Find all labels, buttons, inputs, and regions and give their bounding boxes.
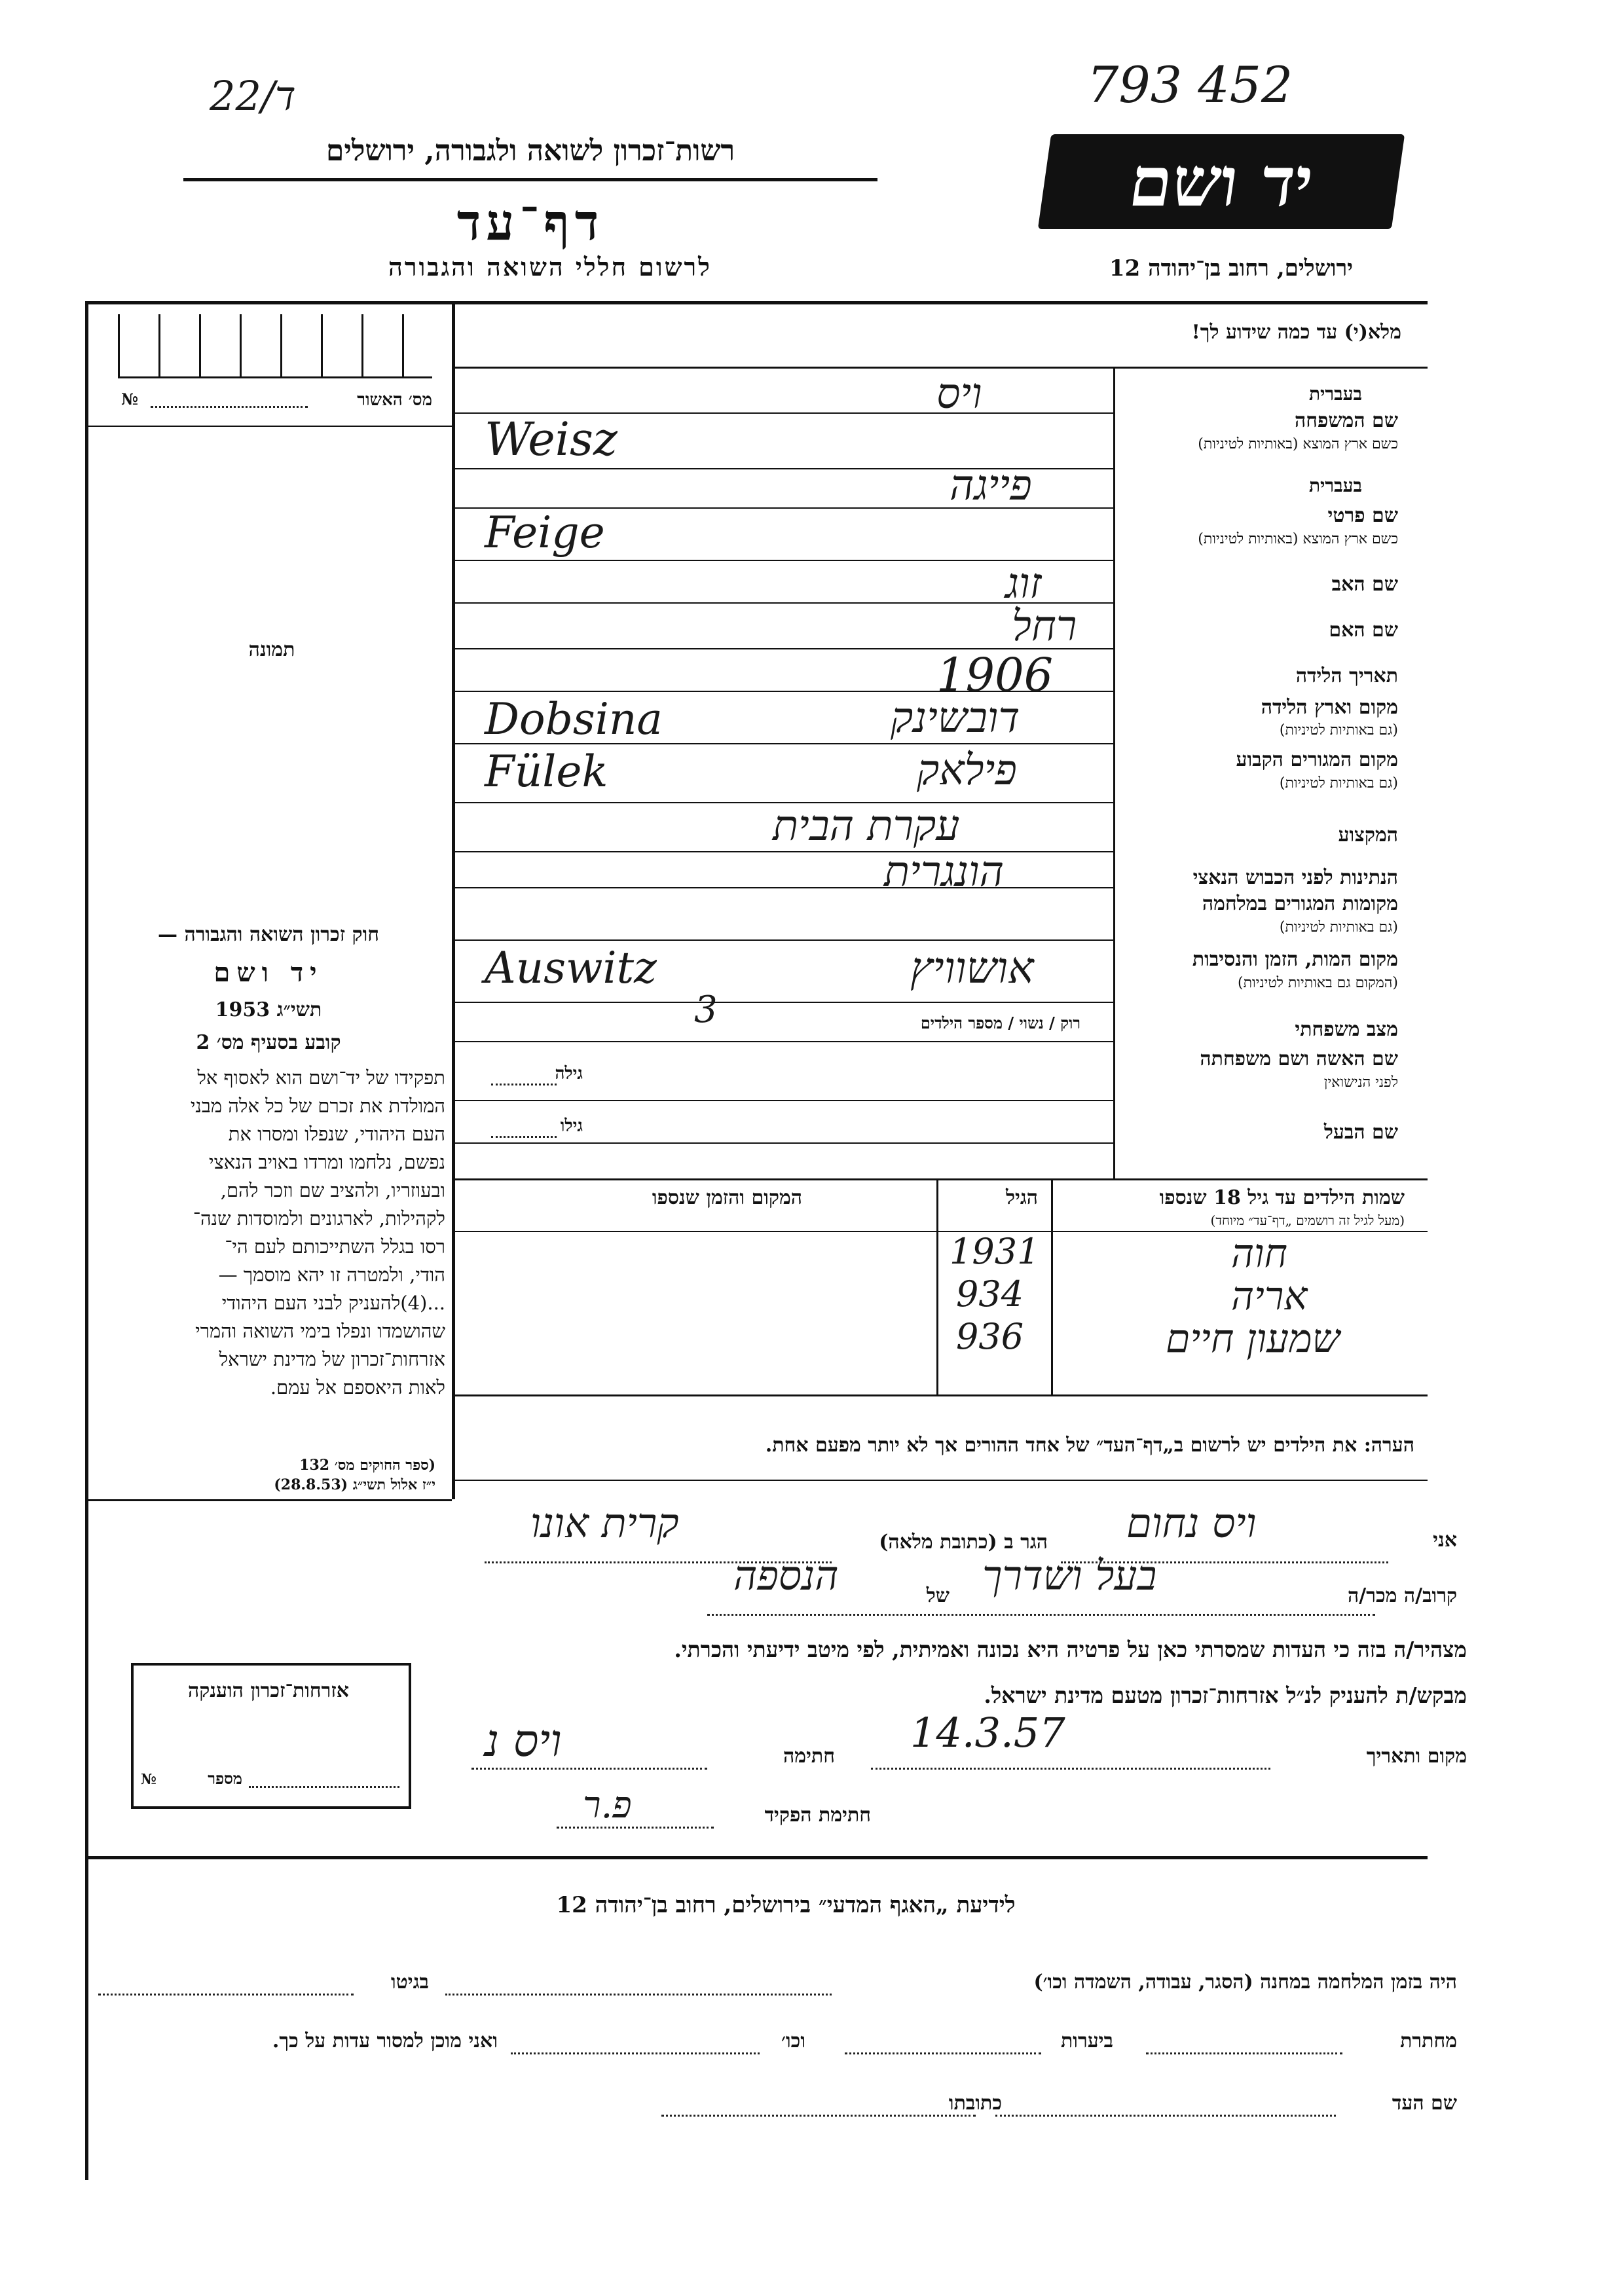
address-value[interactable]: קרית אונו — [530, 1499, 679, 1547]
officer-signature-line[interactable] — [557, 1827, 714, 1829]
law-reference-1: (ספר החוקים מס׳ 132 — [299, 1457, 435, 1474]
law-year: תשי״ג 1953 — [215, 998, 322, 1021]
child-name-2[interactable]: אריה — [1231, 1273, 1308, 1319]
family-name-hebrew-label: בעברית — [1308, 383, 1362, 405]
wife-age-line[interactable] — [491, 1084, 557, 1085]
residence-label: מקום המגורים הקבוע — [1236, 748, 1398, 771]
death-place-hebrew-value[interactable]: אושוויץ — [910, 943, 1034, 993]
law-text — [95, 1064, 445, 1402]
signature-line[interactable] — [471, 1768, 707, 1770]
law-title: חוק זכרון השואה והגבורה — — [158, 923, 379, 946]
death-place-label: מקום המות, הזמן והנסיבות — [1192, 948, 1398, 971]
footer-testimony-label: ואני מוכן למסור עדות על כך. — [272, 2030, 498, 2052]
child-name-3[interactable]: שמעון חיים — [1166, 1316, 1340, 1362]
law-text-line: הודי, ולמטרה זו יהא מוסמך — — [218, 1264, 445, 1286]
death-place-note: (המקום גם באותיות לטיניות) — [1238, 975, 1398, 991]
wife-name-note: לפני הנישואין — [1323, 1074, 1398, 1091]
wife-name-label: שם האשה ושם משפחתה — [1200, 1048, 1398, 1070]
marital-status-label: מצב משפחתי — [1295, 1018, 1398, 1041]
law-text-line: העם היהודי, שנפלו ומסרו את — [228, 1123, 445, 1145]
footer-divider — [85, 1856, 1428, 1859]
address-label: הגר ב (כתובת מלאה) — [879, 1531, 1048, 1554]
footer-underground-line[interactable] — [1146, 2052, 1342, 2054]
relation-line[interactable] — [707, 1614, 1375, 1616]
mother-name-value[interactable]: רחל — [1012, 602, 1077, 651]
footer-etc-line[interactable] — [511, 2052, 760, 2054]
children-names-header: שמות הילדים עד גיל 18 שנספו — [1159, 1186, 1405, 1209]
birth-date-label: תאריך הלידה — [1295, 665, 1398, 687]
mother-name-label: שם האם — [1329, 619, 1398, 642]
law-text-line: לאות היאספם אל עמם. — [270, 1376, 445, 1398]
children-count-value[interactable]: 3 — [694, 989, 718, 1031]
children-names-note: (מעל לגיל זה רושמים „דף־עד״ מיוחד) — [1210, 1212, 1405, 1228]
father-name-value[interactable]: זוג — [1005, 560, 1042, 608]
row-line — [452, 1041, 1113, 1042]
photo-label: תמונה — [248, 638, 295, 661]
children-age-header: הגיל — [1005, 1186, 1038, 1209]
certificate-number-label: מס׳ האשור — [357, 390, 432, 410]
father-name-label: שם האב — [1331, 573, 1398, 596]
citizenship-box-number-label: מספר — [208, 1769, 242, 1788]
law-text-line: ...(4)להעניק לבני העם היהודי — [221, 1292, 445, 1314]
first-name-latin-value[interactable]: Feige — [485, 507, 605, 558]
children-table-bottom — [452, 1394, 1428, 1396]
child-name-1[interactable]: חוה — [1231, 1231, 1288, 1277]
citizenship-box-title: אזרחות־זכרון הוענקה — [187, 1679, 350, 1702]
certificate-number-sign: № — [121, 390, 139, 409]
left-corner-note: 22/ד — [210, 72, 296, 120]
law-text-line: אזרחות־זכרון של מדינת ישראל — [219, 1348, 445, 1370]
photo-box-top — [85, 426, 452, 427]
family-name-label: שם המשפחה — [1294, 409, 1398, 432]
footer-witness-address-line[interactable] — [661, 2115, 976, 2117]
husband-name-label: שם הבעל — [1323, 1121, 1398, 1144]
footer-camp-label: היה בזמן המלחמה במחנה (הסגר, עבודה, השמדה וכו׳) — [1033, 1971, 1457, 1994]
footer-title: לידיעת „האגף המדעי״ בירושלים, רחוב בן־יהודה 12 — [556, 1892, 1016, 1918]
family-name-note: כשם ארץ המוצא (באותיות לטיניות) — [1198, 436, 1398, 452]
first-name-note: כשם ארץ המוצא (באותיות לטיניות) — [1198, 531, 1398, 547]
signature-label: חתימה — [783, 1745, 835, 1768]
footer-witness-line[interactable] — [995, 2115, 1336, 2117]
residence-hebrew-value[interactable]: פילאק — [917, 746, 1017, 795]
citizenship-box-sign: № — [141, 1771, 157, 1788]
law-text-line: נפשם, נלחמו ומרדו באויב הנאצי — [208, 1151, 445, 1173]
first-name-label: שם פרטי — [1327, 504, 1398, 527]
officer-signature-label: חתימת הפקיד — [764, 1804, 871, 1827]
occupation-value[interactable]: עקרת הבית — [773, 802, 960, 850]
footer-forests-line[interactable] — [845, 2052, 1041, 2054]
row-line — [452, 939, 1113, 941]
nationality-label: הנתינות לפני הכבוש הנאצי — [1192, 866, 1398, 889]
child-age-1[interactable]: 1931 — [950, 1231, 1040, 1272]
law-text-line: המולדת את זכרם של כל אלה מבני — [190, 1095, 445, 1117]
law-text-line: רסו בגלל השתייכותם לעם הי־ — [225, 1235, 445, 1258]
date-line[interactable] — [871, 1768, 1270, 1770]
footer-witness-label: שם העד — [1392, 2092, 1457, 2115]
page-title: דף־עד — [456, 193, 604, 251]
birth-place-latin-value[interactable]: Dobsina — [485, 694, 663, 744]
husband-age-label: גילו — [560, 1116, 583, 1136]
birth-place-label: מקום וארץ הלידה — [1261, 696, 1398, 719]
declarant-name[interactable]: ויס נחום — [1126, 1499, 1257, 1547]
law-text-line: ובעוזריו, ולהציב שם וזכר להם, — [220, 1179, 445, 1201]
footer-camp-line[interactable] — [445, 1994, 832, 1995]
label-column-border — [1113, 367, 1115, 1178]
instruction-divider — [452, 367, 1428, 369]
nationality-value[interactable]: הונגרית — [884, 848, 1005, 896]
address: ירושלים, רחוב בן־יהודה 12 — [1109, 255, 1354, 282]
relation-label: קרוב/ה מכר/ה — [1348, 1584, 1457, 1607]
child-age-3[interactable]: 936 — [956, 1316, 1024, 1357]
children-place-header: המקום והזמן שנספו — [652, 1186, 802, 1209]
certificate-number-line[interactable] — [151, 406, 308, 408]
authority-name: רשות־זכרון לשואה ולגבורה, ירושלים — [325, 134, 735, 168]
fill-instruction: מלא(י) עד כמה שידוע לך! — [1191, 321, 1401, 344]
war-residence-note: (גם באותיות לטיניות) — [1279, 919, 1398, 936]
residence-latin-value[interactable]: Fülek — [485, 746, 608, 797]
footer-etc-label: וכו׳ — [781, 2030, 805, 2052]
law-reference-2: י״ז אלול תשי״ג (28.8.53) — [274, 1476, 435, 1493]
footer-forests-label: ביערות — [1060, 2030, 1113, 2052]
law-clause: קובע בסעיף מס׳ 2 — [196, 1031, 341, 1054]
children-table-top — [452, 1178, 1428, 1180]
certificate-barcode — [118, 314, 432, 378]
date-value[interactable]: 14.3.57 — [910, 1709, 1065, 1757]
place-date-label: מקום ותאריך — [1366, 1745, 1467, 1768]
law-name: יד ושם — [213, 957, 323, 988]
row-line — [452, 851, 1113, 852]
archive-number: 793 452 — [1087, 56, 1293, 114]
note-divider — [452, 1480, 1428, 1481]
law-text-line: שהושמדו ונפלו בימי השואה והמרי — [195, 1320, 445, 1342]
child-age-2[interactable]: 934 — [956, 1273, 1024, 1315]
footer-ghetto-line[interactable] — [98, 1994, 354, 1995]
children-age-col-right — [1051, 1178, 1053, 1394]
law-text-line: לקהילות, לארגונים ולמוסדות שנה־ — [193, 1207, 445, 1230]
declarant-label: אני — [1433, 1529, 1457, 1552]
war-residence-label: מקומות המגורים במלחמה — [1202, 892, 1398, 915]
attest-line: מצהיר/ה בזה כי העדות שמסרתי כאן על פרטיה היא נכונה ואמיתית, לפי מיטב ידיעתי והכרתי. — [674, 1637, 1467, 1662]
citizenship-number-line[interactable] — [249, 1786, 399, 1788]
death-place-latin-value[interactable]: Auswitz — [485, 943, 657, 993]
husband-age-line[interactable] — [491, 1136, 557, 1138]
left-column-border — [452, 301, 455, 1499]
marital-options: רוק / נשוי / מספר הילדים — [920, 1013, 1080, 1032]
birth-date-value[interactable]: 1906 — [936, 648, 1054, 702]
footer-witness-address-label: כתובתו — [948, 2092, 1002, 2115]
occupation-label: המקצוע — [1338, 824, 1398, 847]
row-line — [452, 1100, 1113, 1101]
header-divider — [183, 178, 877, 181]
of-value[interactable]: הנספה — [733, 1552, 839, 1599]
wife-age-label: גילה — [555, 1064, 583, 1084]
frame-left — [85, 301, 88, 2180]
law-text-line: תפקידו של יד־ושם הוא לאסוף אל — [197, 1066, 445, 1089]
first-name-hebrew-value[interactable]: פייגה — [950, 462, 1032, 510]
row-line — [452, 1142, 1113, 1144]
row-line — [452, 887, 1113, 888]
children-note: הערה: את הילדים יש לרשום ב„דף־העד״ של אחד ההורים אך לא יותר מפעם אחת. — [765, 1434, 1414, 1457]
children-age-col-left — [936, 1178, 938, 1394]
relation-value[interactable]: בעל ושדרך — [982, 1552, 1157, 1599]
family-name-hebrew-value[interactable]: ויס — [936, 370, 982, 418]
page-subtitle: לרשום חללי השואה והגבורה — [388, 252, 712, 282]
of-label: של — [926, 1584, 950, 1607]
yad-vashem-logo: יד ושם — [1038, 134, 1405, 229]
first-name-hebrew-label: בעברית — [1308, 475, 1362, 496]
footer-underground-label: מחתרת — [1400, 2030, 1457, 2052]
residence-note: (גם באותיות לטיניות) — [1279, 775, 1398, 792]
officer-signature-value[interactable]: פ.ר — [583, 1784, 632, 1827]
row-line — [452, 1002, 1113, 1003]
family-name-latin-value[interactable]: Weisz — [485, 412, 618, 466]
birth-place-note: (גם באותיות לטיניות) — [1279, 722, 1398, 738]
request-line: מבקש/ת להעניק לנ״ל אזרחות־זכרון מטעם מדינת ישראל. — [984, 1683, 1467, 1708]
left-column-bottom — [85, 1499, 452, 1501]
signature-value[interactable]: ויס נ — [485, 1715, 562, 1767]
birth-place-hebrew-value[interactable]: דובשינק — [891, 694, 1020, 742]
frame-top — [85, 301, 1428, 304]
footer-ghetto-label: בגיטו — [390, 1971, 429, 1994]
